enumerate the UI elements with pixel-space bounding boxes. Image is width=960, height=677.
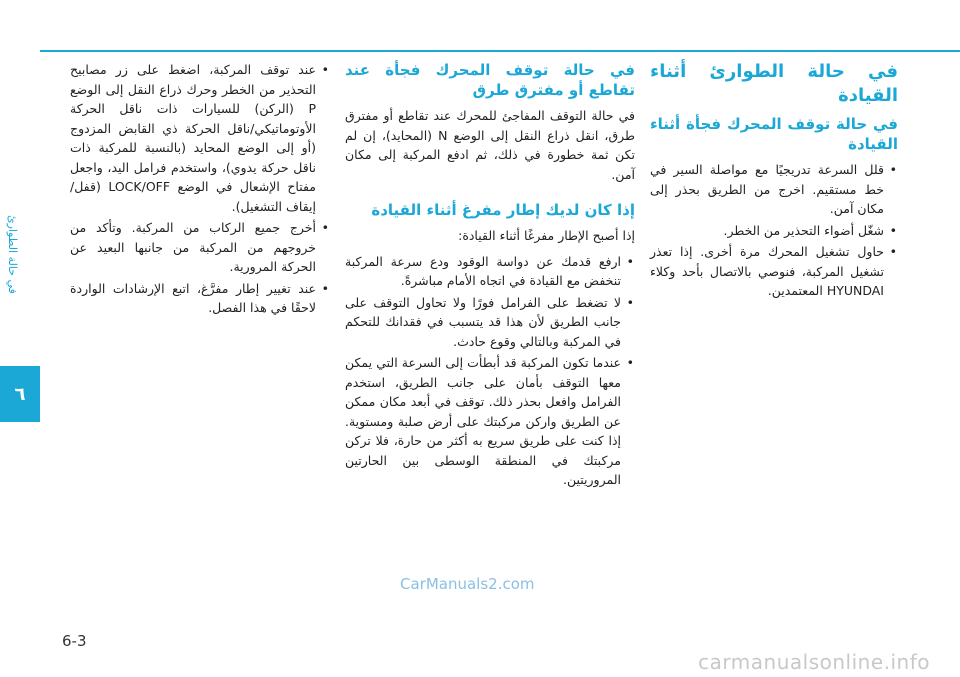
left-column bbox=[70, 60, 330, 320]
list-item: • عند توقف المركبة، اضغط على زر مصابيح التحذير من الخطر وحرك ذراع النقل إلى الوضع P (الركن) للسيارات ذات ناقل الحركة الأوتوماتيكي/ناقل الحركة ذي القابض المزدوج (أو إلى الوضع المحايد (بالنسبة للمركبة ذات ناقل حركة يدوي)، واستخدم فرامل اليد، واجعل مفتاح الإشعال في الوضع LOCK/OFF (قفل/إيقاف التشغيل). bbox=[70, 60, 316, 216]
flat-tire-intro: إذا أصبح الإطار مفرغًا أثناء القيادة: bbox=[458, 228, 635, 243]
engine-stall-list bbox=[650, 160, 898, 301]
list-item: • حاول تشغيل المحرك مرة أخرى. إذا تعذر تشغيل المركبة، فنوصي بالاتصال بأحد وكلاء HYUNDAI المعتمدين. bbox=[650, 242, 884, 301]
page-number: 6-3 bbox=[62, 632, 87, 650]
site-watermark: CarManuals2.com bbox=[400, 575, 535, 593]
chapter-title: في حالة الطوارئ bbox=[6, 215, 19, 294]
list-item: • لا تضغط على الفرامل فورًا ولا تحاول التوقف على جانب الطريق لأن هذا قد يتسبب في فقدانك للتحكم في المركبة وبالتالي وقوع حادث. bbox=[345, 293, 621, 352]
crossroads-heading: في حالة توقف المحرك فجأة عند تقاطع أو مفترق طرق bbox=[345, 61, 635, 99]
top-divider bbox=[40, 50, 960, 52]
stop-procedure-list bbox=[70, 60, 330, 318]
sidebar bbox=[0, 0, 40, 677]
list-item: • شغّل أضواء التحذير من الخطر. bbox=[650, 221, 884, 241]
list-item: • عند تغيير إطار مفرَّغ، اتبع الإرشادات الواردة لاحقًا في هذا الفصل. bbox=[70, 279, 316, 318]
main-heading: في حالة الطوارئ أثناء القيادة bbox=[650, 61, 898, 106]
section-gap bbox=[345, 190, 635, 200]
list-item: • ارفع قدمك عن دواسة الوقود ودع سرعة المركبة تنخفض مع القيادة في اتجاه الأمام مباشرةً. bbox=[345, 252, 621, 291]
list-item: • أخرج جميع الركاب من المركبة. وتأكد من خروجهم من المركبة من جانبها البعيد عن الحركة المرورية. bbox=[70, 218, 316, 277]
engine-stall-heading: في حالة توقف المحرك فجأة أثناء القيادة bbox=[650, 115, 898, 153]
crossroads-paragraph: في حالة التوقف المفاجئ للمحرك عند تقاطع أو مفترق طرق، انقل ذراع النقل إلى الوضع N (المحايد)، إن لم تكن ثمة خطورة في ذلك، ثم ادفع المركبة إلى مكان آمن. bbox=[345, 108, 635, 182]
flat-tire-list bbox=[345, 252, 635, 490]
list-item: • قلل السرعة تدريجيًا مع مواصلة السير في خط مستقيم. اخرج من الطريق بحذر إلى مكان آمن. bbox=[650, 160, 884, 219]
flat-tire-heading: إذا كان لديك إطار مفرغ أثناء القيادة bbox=[371, 201, 635, 219]
middle-column bbox=[345, 60, 635, 492]
right-column bbox=[650, 60, 898, 303]
footer-watermark: carmanualsonline.info bbox=[698, 650, 930, 674]
chapter-number-badge: ٦ bbox=[0, 366, 40, 422]
list-item: • عندما تكون المركبة قد أبطأت إلى السرعة التي يمكن معها التوقف بأمان على جانب الطريق، استخدم الفرامل وافعل بحذر ذلك. توقف في أبعد مكان ممكن عن الطريق واركن مركبتك على أرض صلبة ومستوية. إذا كنت على طريق سريع به أكثر من حارة، فلا تركن مركبتك في المنطقة الوسطى بين الحارتين المروريتين. bbox=[345, 353, 621, 490]
